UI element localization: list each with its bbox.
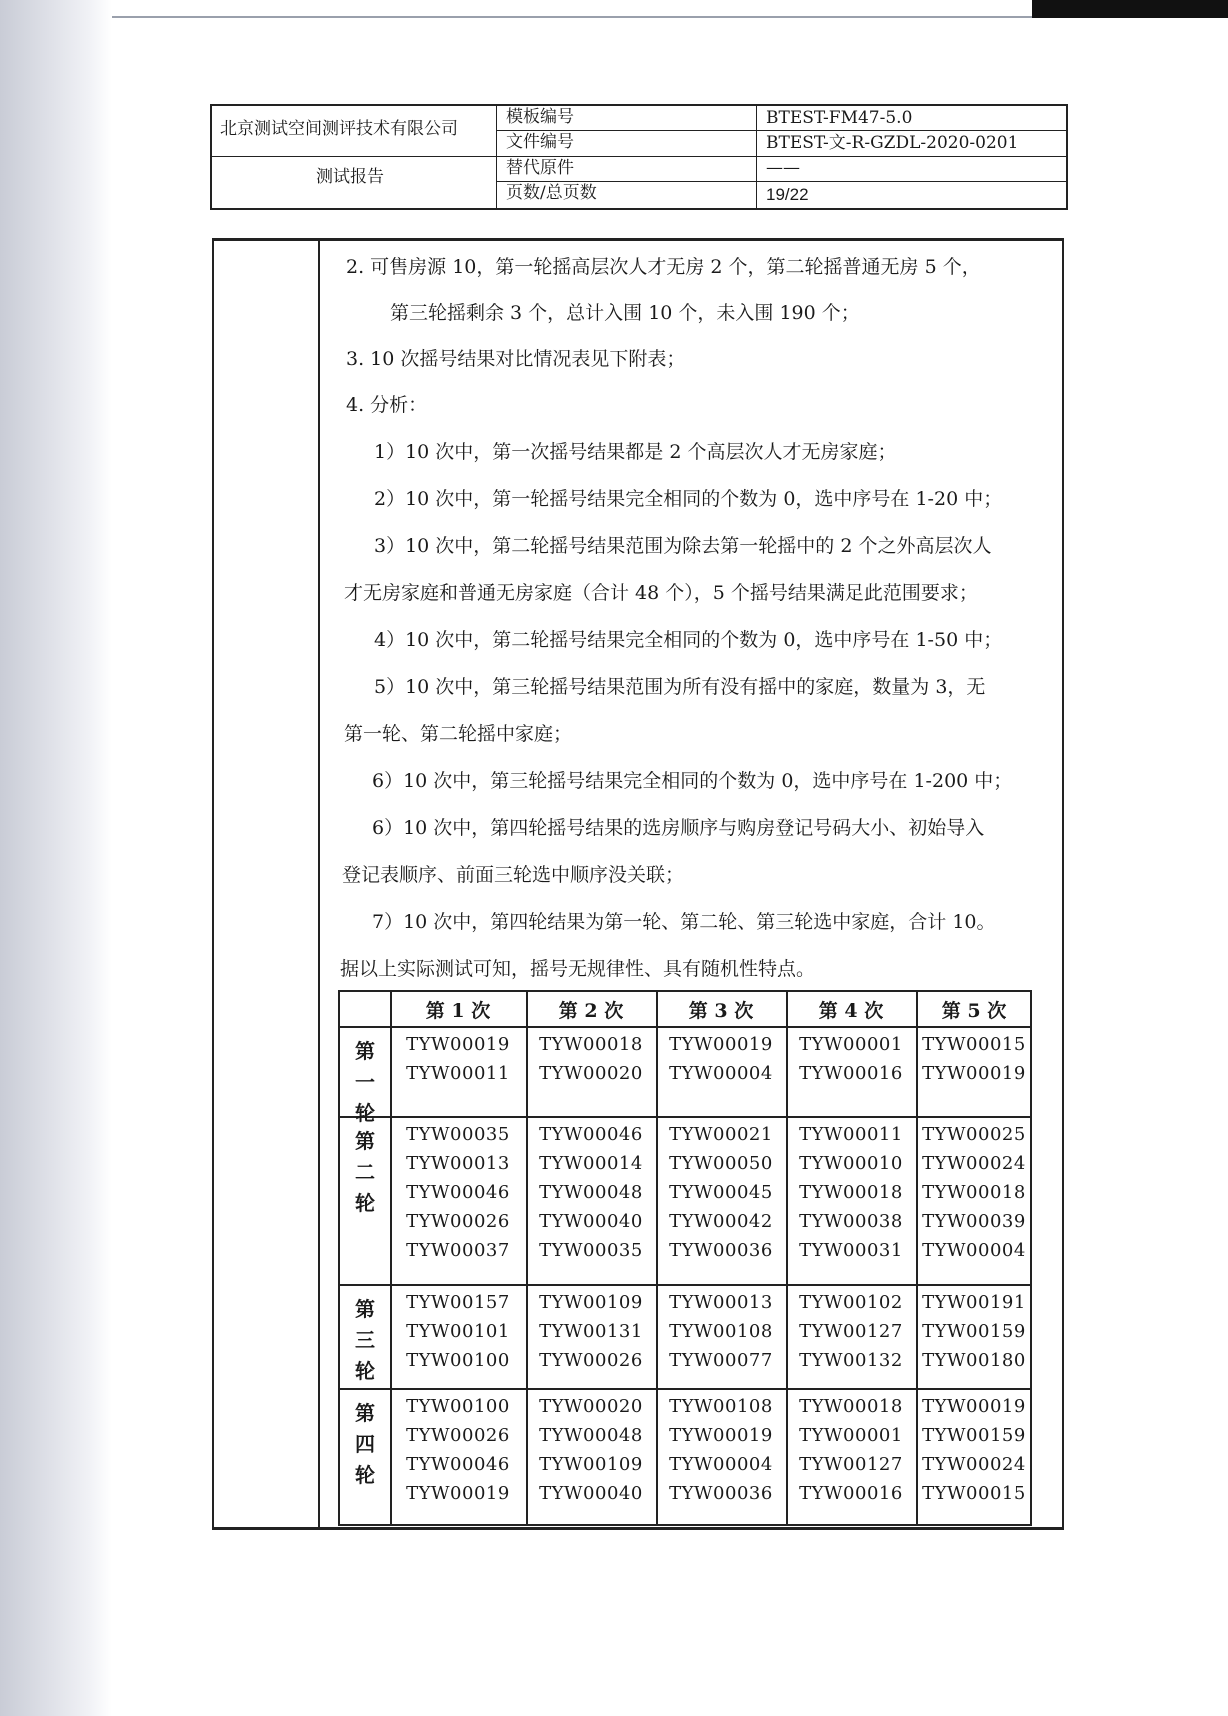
result-code: TYW00011 (406, 1063, 510, 1084)
result-code: TYW00019 (922, 1063, 1026, 1084)
result-code: TYW00108 (669, 1396, 773, 1417)
result-code: TYW00048 (539, 1182, 643, 1203)
analysis-5-line-2: 第一轮、第二轮摇中家庭； (344, 723, 573, 745)
result-code: TYW00018 (799, 1182, 903, 1203)
result-code: TYW00019 (669, 1425, 773, 1446)
result-code: TYW00046 (406, 1454, 510, 1475)
conclusion: 据以上实际测试可知，摇号无规律性、具有随机性特点。 (340, 958, 816, 980)
label-template-no: 模板编号 (506, 107, 574, 127)
table-row-rule (340, 1284, 1030, 1286)
result-code: TYW00016 (799, 1483, 903, 1504)
result-code: TYW00191 (922, 1292, 1026, 1313)
result-code: TYW00013 (406, 1153, 510, 1174)
round-label-4: 轮 (355, 1463, 375, 1487)
result-code: TYW00019 (406, 1483, 510, 1504)
result-code: TYW00039 (922, 1211, 1026, 1232)
report-type: 测试报告 (316, 167, 384, 187)
result-code: TYW00040 (539, 1483, 643, 1504)
round-label-2: 第 (355, 1129, 375, 1153)
result-code: TYW00159 (922, 1425, 1026, 1446)
result-code: TYW00042 (669, 1211, 773, 1232)
lottery-results-table (338, 990, 1032, 1526)
analysis-6b-line-2: 登记表顺序、前面三轮选中顺序没关联； (342, 864, 685, 886)
scan-edge-shadow (0, 0, 112, 1716)
analysis-5-line-1: 5）10 次中，第三轮摇号结果范围为所有没有摇中的家庭，数量为 3，无 (374, 676, 986, 698)
result-code: TYW00100 (406, 1396, 510, 1417)
result-code: TYW00026 (406, 1425, 510, 1446)
label-pages: 页数/总页数 (506, 183, 597, 203)
result-code: TYW00077 (669, 1350, 773, 1371)
round-label-3: 第 (355, 1297, 375, 1321)
round-label-1: 轮 (355, 1101, 375, 1125)
result-code: TYW00004 (669, 1063, 773, 1084)
analysis-3-line-1: 3）10 次中，第二轮摇号结果范围为除去第一轮摇中的 2 个之外高层次人 (374, 535, 992, 557)
result-code: TYW00004 (922, 1240, 1026, 1261)
result-code: TYW00046 (406, 1182, 510, 1203)
result-code: TYW00109 (539, 1292, 643, 1313)
result-code: TYW00046 (539, 1124, 643, 1145)
result-code: TYW00037 (406, 1240, 510, 1261)
analysis-4: 4）10 次中，第二轮摇号结果完全相同的个数为 0，选中序号在 1-50 中； (374, 629, 1003, 651)
result-code: TYW00019 (922, 1396, 1026, 1417)
analysis-6b-line-1: 6）10 次中，第四轮摇号结果的选房顺序与购房登记号码大小、初始导入 (372, 817, 985, 839)
round-label-3: 轮 (355, 1359, 375, 1383)
analysis-2: 2）10 次中，第一轮摇号结果完全相同的个数为 0，选中序号在 1-20 中； (374, 488, 1003, 510)
result-code: TYW00131 (539, 1321, 643, 1342)
result-code: TYW00014 (539, 1153, 643, 1174)
analysis-1: 1）10 次中，第一次摇号结果都是 2 个高层次人才无房家庭； (374, 441, 897, 463)
analysis-7: 7）10 次中，第四轮结果为第一轮、第二轮、第三轮选中家庭，合计 10。 (372, 911, 996, 933)
frame-column-divider (318, 240, 320, 1528)
value-file-no: BTEST-文-R-GZDL-2020-0201 (766, 133, 1019, 153)
result-code: TYW00019 (406, 1034, 510, 1055)
column-header-1: 第 1 次 (425, 1000, 491, 1022)
result-code: TYW00108 (669, 1321, 773, 1342)
result-code: TYW00016 (799, 1063, 903, 1084)
label-file-no: 文件编号 (506, 132, 574, 152)
result-code: TYW00036 (669, 1240, 773, 1261)
table-row-rule (340, 1026, 1030, 1028)
result-code: TYW00018 (922, 1182, 1026, 1203)
value-pages: 19/22 (766, 185, 809, 204)
round-label-1: 第 (355, 1039, 375, 1063)
result-code: TYW00159 (922, 1321, 1026, 1342)
result-code: TYW00031 (799, 1240, 903, 1261)
item-4: 4. 分析： (346, 394, 428, 416)
result-code: TYW00011 (799, 1124, 903, 1145)
result-code: TYW00026 (406, 1211, 510, 1232)
result-code: TYW00132 (799, 1350, 903, 1371)
result-code: TYW00045 (669, 1182, 773, 1203)
value-replaces: —— (766, 158, 800, 178)
document-header-table (210, 104, 1068, 210)
result-code: TYW00035 (539, 1240, 643, 1261)
company-name: 北京测试空间测评技术有限公司 (220, 119, 458, 139)
column-header-2: 第 2 次 (558, 1000, 624, 1022)
result-code: TYW00018 (539, 1034, 643, 1055)
label-replaces: 替代原件 (506, 158, 574, 178)
round-label-2: 二 (355, 1160, 375, 1184)
result-code: TYW00021 (669, 1124, 773, 1145)
item-2-line-2: 第三轮摇剩余 3 个，总计入围 10 个，未入围 190 个； (390, 302, 860, 324)
result-code: TYW00109 (539, 1454, 643, 1475)
scan-corner-mark (1032, 0, 1228, 18)
round-label-3: 三 (355, 1328, 375, 1352)
item-3: 3. 10 次摇号结果对比情况表见下附表； (346, 348, 686, 370)
result-code: TYW00004 (669, 1454, 773, 1475)
result-code: TYW00102 (799, 1292, 903, 1313)
result-code: TYW00010 (799, 1153, 903, 1174)
result-code: TYW00035 (406, 1124, 510, 1145)
column-header-3: 第 3 次 (688, 1000, 754, 1022)
result-code: TYW00001 (799, 1034, 903, 1055)
result-code: TYW00013 (669, 1292, 773, 1313)
result-code: TYW00024 (922, 1153, 1026, 1174)
item-2-line-1: 2. 可售房源 10，第一轮摇高层次人才无房 2 个，第二轮摇普通无房 5 个， (346, 256, 981, 278)
result-code: TYW00019 (669, 1034, 773, 1055)
result-code: TYW00036 (669, 1483, 773, 1504)
table-row-rule (340, 1116, 1030, 1118)
result-code: TYW00026 (539, 1350, 643, 1371)
analysis-6: 6）10 次中，第三轮摇号结果完全相同的个数为 0，选中序号在 1-200 中； (372, 770, 1013, 792)
result-code: TYW00157 (406, 1292, 510, 1313)
analysis-3-line-2: 才无房家庭和普通无房家庭（合计 48 个），5 个摇号结果满足此范围要求； (344, 582, 978, 604)
result-code: TYW00180 (922, 1350, 1026, 1371)
result-code: TYW00015 (922, 1034, 1026, 1055)
table-row-rule (340, 1388, 1030, 1390)
result-code: TYW00127 (799, 1321, 903, 1342)
result-code: TYW00050 (669, 1153, 773, 1174)
result-code: TYW00001 (799, 1425, 903, 1446)
result-code: TYW00015 (922, 1483, 1026, 1504)
value-template-no: BTEST-FM47-5.0 (766, 108, 913, 128)
column-header-5: 第 5 次 (941, 1000, 1007, 1022)
result-code: TYW00048 (539, 1425, 643, 1446)
round-label-1: 一 (355, 1070, 375, 1094)
round-label-4: 四 (355, 1432, 375, 1456)
round-label-4: 第 (355, 1401, 375, 1425)
result-code: TYW00127 (799, 1454, 903, 1475)
result-code: TYW00024 (922, 1454, 1026, 1475)
result-code: TYW00025 (922, 1124, 1026, 1145)
round-label-2: 轮 (355, 1191, 375, 1215)
result-code: TYW00100 (406, 1350, 510, 1371)
result-code: TYW00020 (539, 1396, 643, 1417)
result-code: TYW00101 (406, 1321, 510, 1342)
result-code: TYW00018 (799, 1396, 903, 1417)
result-code: TYW00040 (539, 1211, 643, 1232)
result-code: TYW00038 (799, 1211, 903, 1232)
result-code: TYW00020 (539, 1063, 643, 1084)
column-header-4: 第 4 次 (818, 1000, 884, 1022)
